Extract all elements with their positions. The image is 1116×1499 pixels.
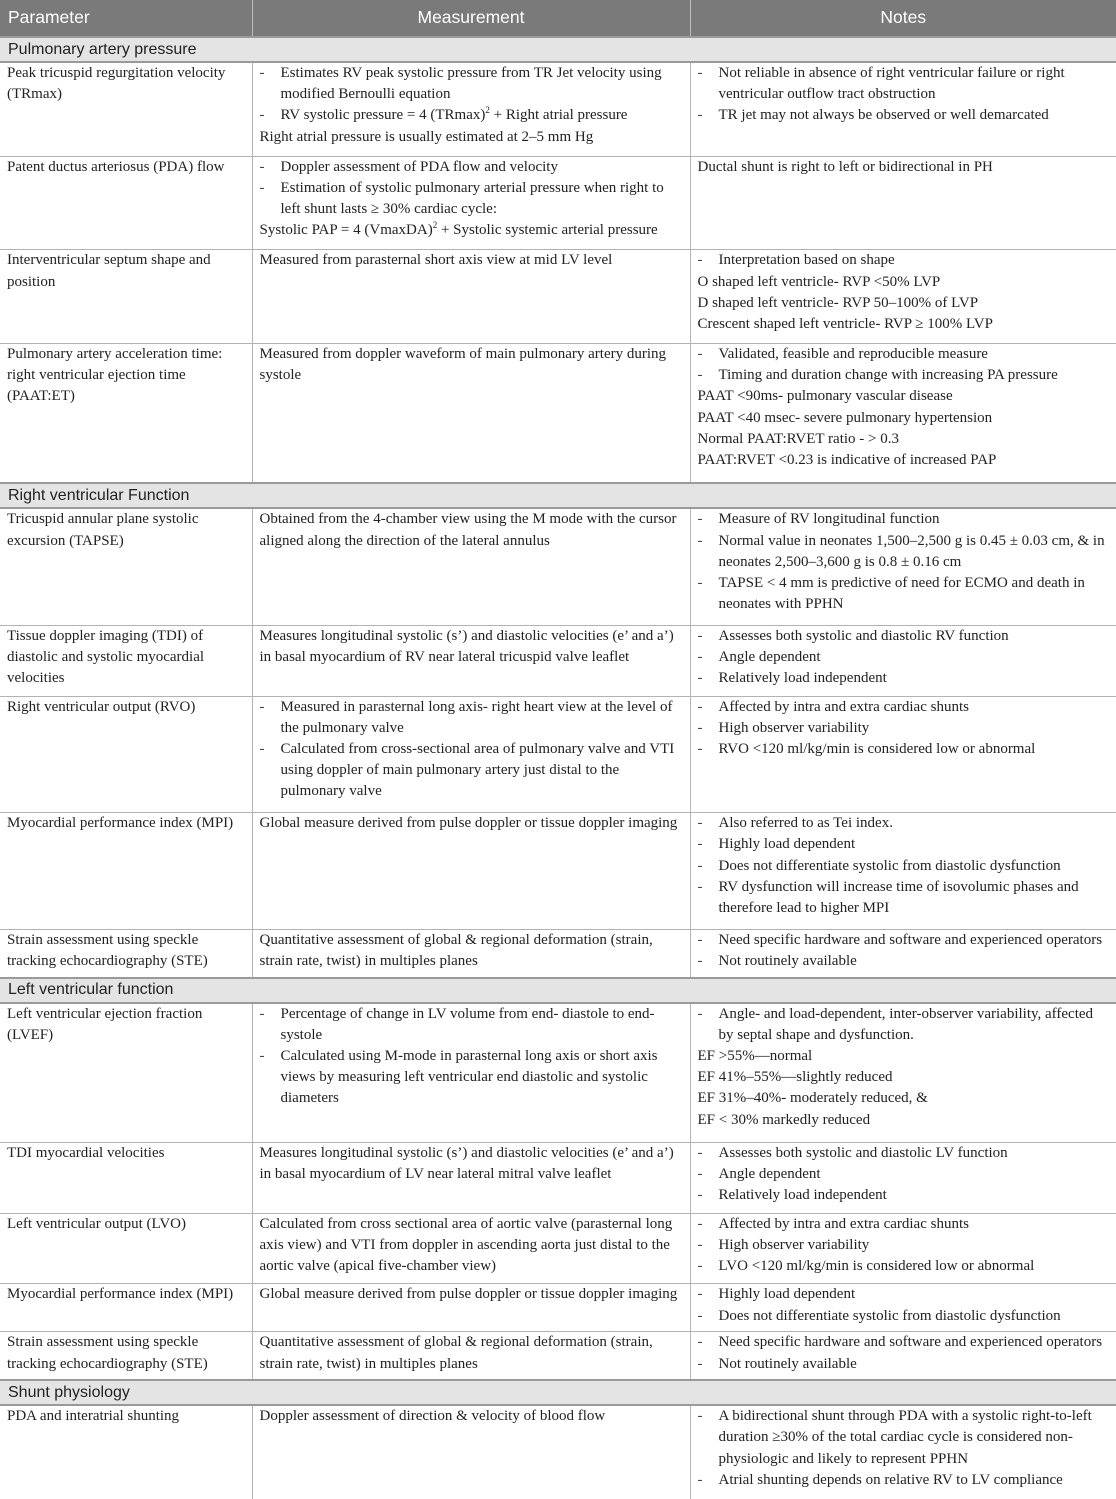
notes-cell [690,1405,1116,1499]
notes-cell [690,929,1116,977]
bullet-item: - Also referred to as Tei index. [698,813,1111,834]
bullet-item: - Estimates RV peak systolic pressure from TR Jet velocity using modified Bernoulli equation [260,63,684,105]
line-list [260,344,684,386]
text-line: Global measure derived from pulse doppler or tissue doppler imaging [259,815,678,832]
table-row [0,1213,1116,1284]
bullet-item [260,105,684,126]
text-line: O shaped left ventricle- RVP <50% LVP [697,273,941,290]
parameter-cell: Strain assessment using speckle tracking echocardiography (STE) [0,929,252,977]
measurement-cell [252,1142,690,1213]
bullet-item: - LVO <120 ml/kg/min is considered low or abnormal [698,1256,1111,1277]
parameter-cell: Myocardial performance index (MPI) [0,1284,252,1332]
measurement-cell [252,1003,690,1143]
bullet-item: - Not reliable in absence of right ventricular failure or right ventricular outflow tract obstruction [698,63,1111,105]
bullet-item: - Does not differentiate systolic from diastolic dysfunction [698,856,1111,877]
text-fragment: Systolic PAP = 4 (VmaxDA) [259,222,433,239]
text-line: D shaped left ventricle- RVP 50–100% of LVP [697,294,979,311]
measurement-cell [252,1332,690,1380]
text-line: Calculated from cross sectional area of aortic valve (parasternal long axis view) and VTI from doppler in ascending aorta just distal to the aortic valve (apical five-chamber view) [259,1215,673,1275]
table-body [0,37,1116,1499]
line-list [698,1332,1111,1374]
line-list [260,63,684,148]
line-list [260,930,684,972]
measurement-cell [252,1405,690,1499]
parameter-cell: TDI myocardial velocities [0,1142,252,1213]
text-line: EF < 30% markedly reduced [697,1111,871,1128]
bullet-item: - High observer variability [698,718,1111,739]
bullet-item: - TR jet may not always be observed or well demarcated [698,105,1111,126]
notes-cell [690,1213,1116,1284]
measurement-cell [252,929,690,977]
line-list [698,1406,1111,1491]
parameter-cell: Interventricular septum shape and position [0,250,252,344]
bullet-item: - Doppler assessment of PDA flow and velocity [260,157,684,178]
parameter-cell: Tricuspid annular plane systolic excursion (TAPSE) [0,508,252,625]
measurement-cell [252,156,690,250]
bullet-item: - Highly load dependent [698,1284,1111,1305]
section-title: Right ventricular Function [0,483,1116,508]
header-measurement: Measurement [252,0,690,37]
parameter-cell: Peak tricuspid regurgitation velocity (TRmax) [0,62,252,156]
line-list [260,1214,684,1278]
text-line: Doppler assessment of direction & velocity of blood flow [259,1408,606,1425]
text-fragment: RV systolic pressure = 4 (TRmax) [280,107,486,124]
section-title: Pulmonary artery pressure [0,37,1116,62]
bullet-item: - Validated, feasible and reproducible measure [698,344,1111,365]
header-notes: Notes [690,0,1116,37]
bullet-item: - RV dysfunction will increase time of isovolumic phases and therefore lead to higher MPI [698,877,1111,919]
measurement-cell [252,625,690,696]
superscript: 2 [432,220,438,231]
bullet-item: - Calculated using M-mode in parasternal long axis or short axis views by measuring left ventricular end diastolic and systolic diameters [260,1046,684,1110]
measurement-cell [252,343,690,483]
text-line [260,220,684,241]
notes-cell [690,813,1116,929]
line-list [260,250,684,271]
table-row [0,696,1116,812]
table-row [0,929,1116,977]
bullet-item: - Normal value in neonates 1,500–2,500 g is 0.45 ± 0.03 cm, & in neonates 2,500–3,600 g is 0.8 ± 0.16 cm [698,531,1111,573]
measurement-cell [252,250,690,344]
bullet-item: - Affected by intra and extra cardiac shunts [698,1214,1111,1235]
text-line: Measured from doppler waveform of main pulmonary artery during systole [259,345,667,384]
text-line: Measured from parasternal short axis view at mid LV level [259,252,613,269]
bullet-item: - Assesses both systolic and diastolic RV function [698,626,1111,647]
bullet-item: - Affected by intra and extra cardiac shunts [698,697,1111,718]
header-row [0,0,1116,37]
section-header-row [0,1380,1116,1405]
bullet-item: - Measure of RV longitudinal function [698,509,1111,530]
line-list [698,1214,1111,1278]
bullet-item: - Relatively load independent [698,668,1111,689]
bullet-item: - Angle dependent [698,647,1111,668]
text-line: Measures longitudinal systolic (s’) and diastolic velocities (e’ and a’) in basal myocardium of LV near lateral mitral valve leaflet [259,1144,674,1183]
line-list [260,1143,684,1185]
notes-cell [690,1284,1116,1332]
parameter-cell: Patent ductus arteriosus (PDA) flow [0,156,252,250]
section-header-row [0,978,1116,1003]
bullet-item: - Angle dependent [698,1164,1111,1185]
table-row [0,156,1116,250]
line-list [698,344,1111,471]
table-row [0,343,1116,483]
line-list [698,697,1111,761]
parameter-cell: Left ventricular ejection fraction (LVEF) [0,1003,252,1143]
text-line: EF 41%–55%—slightly reduced [697,1069,893,1086]
text-line: Crescent shaped left ventricle- RVP ≥ 100% LVP [697,315,993,332]
parameter-cell: Myocardial performance index (MPI) [0,813,252,929]
text-line: Quantitative assessment of global & regional deformation (strain, strain rate, twist) in multiples planes [259,1334,653,1372]
bullet-item: - Highly load dependent [698,834,1111,855]
measurement-cell [252,1213,690,1284]
text-line: Obtained from the 4-chamber view using the M mode with the cursor aligned along the direction of the lateral annulus [259,511,677,549]
line-list [260,813,684,834]
table-row [0,1284,1116,1332]
header-parameter: Parameter [0,0,252,37]
line-list [698,157,1111,178]
notes-cell [690,343,1116,483]
line-list [260,157,684,242]
parameter-cell: Tissue doppler imaging (TDI) of diastolic and systolic myocardial velocities [0,625,252,696]
notes-cell [690,62,1116,156]
line-list [698,509,1111,615]
bullet-item: - Interpretation based on shape [698,250,1111,271]
parameter-cell: Left ventricular output (LVO) [0,1213,252,1284]
line-list [698,1004,1111,1131]
text-line: Normal PAAT:RVET ratio - > 0.3 [697,430,900,447]
section-header-row [0,37,1116,62]
section-title: Shunt physiology [0,1380,1116,1405]
line-list [260,697,684,803]
text-line: PAAT:RVET <0.23 is indicative of increased PAP [697,451,997,468]
text-fragment: + Right atrial pressure [489,107,628,124]
parameter-cell: Right ventricular output (RVO) [0,696,252,812]
measurement-cell [252,62,690,156]
table-row [0,1332,1116,1380]
bullet-item: - Need specific hardware and software and experienced operators [698,930,1111,951]
measurement-cell [252,508,690,625]
table-row [0,1142,1116,1213]
text-line: Measures longitudinal systolic (s’) and diastolic velocities (e’ and a’) in basal myocardium of RV near lateral tricuspid valve leaflet [259,627,674,666]
text-line: Global measure derived from pulse doppler or tissue doppler imaging [259,1286,678,1303]
bullet-item: - Does not differentiate systolic from diastolic dysfunction [698,1306,1111,1327]
bullet-item: - Angle- and load-dependent, inter-observer variability, affected by septal shape and dysfunction. [698,1004,1111,1046]
text-line: Ductal shunt is right to left or bidirectional in PH [697,158,993,175]
parameter-cell: PDA and interatrial shunting [0,1405,252,1499]
table-row [0,1003,1116,1143]
bullet-item: - TAPSE < 4 mm is predictive of need for ECMO and death in neonates with PPHN [698,573,1111,615]
text-line: PAAT <40 msec- severe pulmonary hypertension [697,409,993,426]
text-line: Right atrial pressure is usually estimated at 2–5 mm Hg [259,128,594,145]
line-list [698,930,1111,972]
line-list [260,1004,684,1110]
notes-cell [690,1332,1116,1380]
table-row [0,250,1116,344]
bullet-item: - A bidirectional shunt through PDA with a systolic right-to-left duration ≥30% of the total cardiac cycle is considered non-physiologic and likely to represent PPHN [698,1406,1111,1470]
text-line: EF 31%–40%- moderately reduced, & [697,1090,928,1107]
notes-cell [690,696,1116,812]
superscript: 2 [485,105,490,116]
line-list [260,509,684,551]
bullet-item: - Not routinely available [698,951,1111,972]
text-line: EF >55%—normal [697,1047,813,1064]
bullet-item: - High observer variability [698,1235,1111,1256]
table-row [0,62,1116,156]
bullet-item: - Percentage of change in LV volume from end- diastole to end- systole [260,1004,684,1046]
bullet-item: - Atrial shunting depends on relative RV to LV compliance [698,1470,1111,1491]
bullet-item: - Calculated from cross-sectional area of pulmonary valve and VTI using doppler of main pulmonary artery just distal to the pulmonary valve [260,739,684,803]
text-line: Quantitative assessment of global & regional deformation (strain, strain rate, twist) in multiples planes [259,931,653,969]
bullet-item: - Need specific hardware and software and experienced operators [698,1332,1111,1353]
measurement-cell [252,1284,690,1332]
table-row [0,508,1116,625]
line-list [260,1284,684,1305]
line-list [698,63,1111,127]
text-line: PAAT <90ms- pulmonary vascular disease [697,388,953,405]
table-row [0,813,1116,929]
notes-cell [690,250,1116,344]
notes-cell [690,1003,1116,1143]
bullet-item: - Timing and duration change with increasing PA pressure [698,365,1111,386]
line-list [260,1332,684,1374]
bullet-item: - RVO <120 ml/kg/min is considered low or abnormal [698,739,1111,760]
line-list [698,813,1111,919]
notes-cell [690,625,1116,696]
parameter-cell: Strain assessment using speckle tracking echocardiography (STE) [0,1332,252,1380]
table-row [0,625,1116,696]
line-list [698,1284,1111,1326]
parameter-cell: Pulmonary artery acceleration time: right ventricular ejection time (PAAT:ET) [0,343,252,483]
line-list [698,1143,1111,1207]
line-list [698,250,1111,335]
section-header-row [0,483,1116,508]
bullet-item: - Estimation of systolic pulmonary arterial pressure when right to left shunt lasts ≥ 30% cardiac cycle: [260,178,684,220]
text-fragment: + Systolic systemic arterial pressure [437,222,658,239]
line-list [260,1406,684,1427]
bullet-item: - Measured in parasternal long axis- right heart view at the level of the pulmonary valve [260,697,684,739]
notes-cell [690,1142,1116,1213]
measurement-cell [252,813,690,929]
bullet-item: - Relatively load independent [698,1185,1111,1206]
measurement-cell [252,696,690,812]
line-list [698,626,1111,690]
line-list [260,626,684,668]
notes-cell [690,508,1116,625]
bullet-item: - Not routinely available [698,1354,1111,1375]
table-row [0,1405,1116,1499]
notes-cell [690,156,1116,250]
section-title: Left ventricular function [0,978,1116,1003]
bullet-item: - Assesses both systolic and diastolic LV function [698,1143,1111,1164]
